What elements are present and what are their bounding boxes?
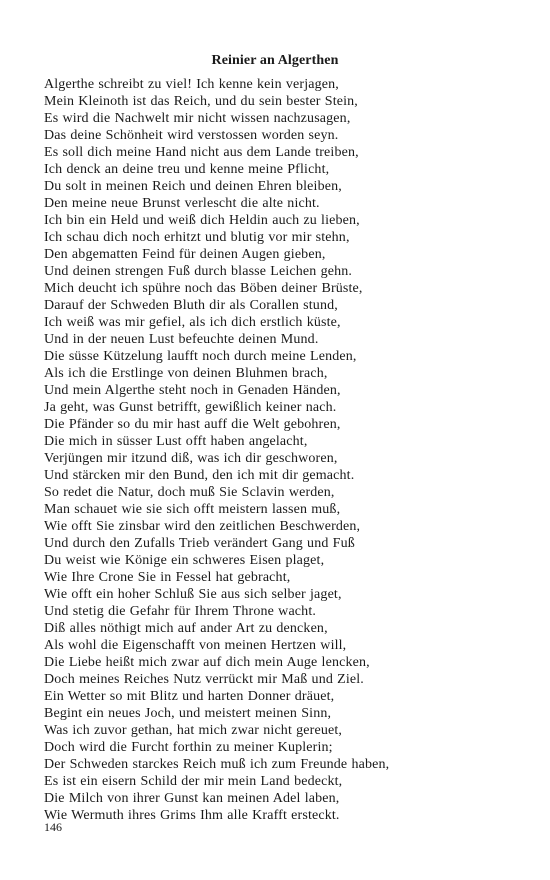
poem-line: Man schauet wie sie sich offt meistern lassen muß, [44, 502, 341, 517]
poem-line: Die mich in süsser Lust offt haben angelacht, [44, 434, 308, 449]
poem-line: Mich deucht ich spühre noch das Böben deiner Brüste, [44, 281, 363, 296]
poem-line: Als ich die Erstlinge von deinen Bluhmen brach, [44, 366, 328, 381]
poem-line: Ich schau dich noch erhitzt und blutig vor mir stehn, [44, 230, 350, 245]
poem-line: Und durch den Zufalls Trieb verändert Gang und Fuß [44, 536, 355, 551]
poem-line: Den abgematten Feind für deinen Augen gieben, [44, 247, 326, 262]
poem-line: Die Milch von ihrer Gunst kan meinen Adel laben, [44, 791, 340, 806]
poem-line: Es soll dich meine Hand nicht aus dem Lande treiben, [44, 145, 359, 160]
poem-line: Diß alles nöthigt mich auf ander Art zu dencken, [44, 621, 328, 636]
poem-line: Ich weiß was mir gefiel, als ich dich erstlich küste, [44, 315, 341, 330]
poem-body [44, 76, 524, 824]
poem-line: Ja geht, was Gunst betrifft, gewißlich keiner nach. [44, 400, 337, 415]
poem-line: Doch meines Reiches Nutz verrückt mir Maß und Ziel. [44, 672, 364, 687]
poem-line: Doch wird die Furcht forthin zu meiner Kuplerin; [44, 740, 333, 755]
poem-line: Wie Ihre Crone Sie in Fessel hat gebracht, [44, 570, 291, 585]
poem-line: Begint ein neues Joch, und meistert meinen Sinn, [44, 706, 332, 721]
poem-line: Verjüngen mir itzund diß, was ich dir geschworen, [44, 451, 338, 466]
poem-line: Den meine neue Brunst verlescht die alte nicht. [44, 196, 320, 211]
poem-line: Als wohl die Eigenschafft von meinen Hertzen will, [44, 638, 347, 653]
poem-line: Was ich zuvor gethan, hat mich zwar nicht gereuet, [44, 723, 343, 738]
poem-line: Du solt in meinen Reich und deinen Ehren bleiben, [44, 179, 342, 194]
poem-line: Ich denck an deine treu und kenne meine Pflicht, [44, 162, 330, 177]
poem-line: So redet die Natur, doch muß Sie Sclavin werden, [44, 485, 335, 500]
poem-line: Der Schweden starckes Reich muß ich zum Freunde haben, [44, 757, 390, 772]
poem-line: Algerthe schreibt zu viel! Ich kenne kein verjagen, [44, 77, 339, 92]
poem-line: Mein Kleinoth ist das Reich, und du sein bester Stein, [44, 94, 358, 109]
poem-title: Reinier an Algerthen [211, 53, 339, 68]
poem-line: Die Pfänder so du mir hast auff die Welt gebohren, [44, 417, 341, 432]
poem-line: Wie offt Sie zinsbar wird den zeitlichen Beschwerden, [44, 519, 361, 534]
poem-line: Und in der neuen Lust befeuchte deinen Mund. [44, 332, 319, 347]
poem-line: Und stetig die Gefahr für Ihrem Throne wacht. [44, 604, 317, 619]
poem-line: Das deine Schönheit wird verstossen worden seyn. [44, 128, 339, 143]
poem-line: Die Liebe heißt mich zwar auf dich mein Auge lencken, [44, 655, 370, 670]
poem-line: Und stärcken mir den Bund, den ich mit dir gemacht. [44, 468, 355, 483]
poem-line: Und deinen strengen Fuß durch blasse Leichen gehn. [44, 264, 353, 279]
poem-line: Darauf der Schweden Bluth dir als Corallen stund, [44, 298, 338, 313]
page-number: 146 [44, 820, 62, 834]
poem-line: Es ist ein eisern Schild der mir mein Land bedeckt, [44, 774, 343, 789]
poem-line: Und mein Algerthe steht noch in Genaden Händen, [44, 383, 341, 398]
poem-line: Du weist wie Könige ein schweres Eisen plaget, [44, 553, 325, 568]
poem-line: Es wird die Nachwelt mir nicht wissen nachzusagen, [44, 111, 351, 126]
poem-line: Wie Wermuth ihres Grims Ihm alle Krafft ersteckt. [44, 808, 340, 823]
poem-line: Die süsse Kützelung laufft noch durch meine Lenden, [44, 349, 357, 364]
poem-line: Wie offt ein hoher Schluß Sie aus sich selber jaget, [44, 587, 342, 602]
poem-line: Ein Wetter so mit Blitz und harten Donner dräuet, [44, 689, 335, 704]
poem-line: Ich bin ein Held und weiß dich Heldin auch zu lieben, [44, 213, 360, 228]
